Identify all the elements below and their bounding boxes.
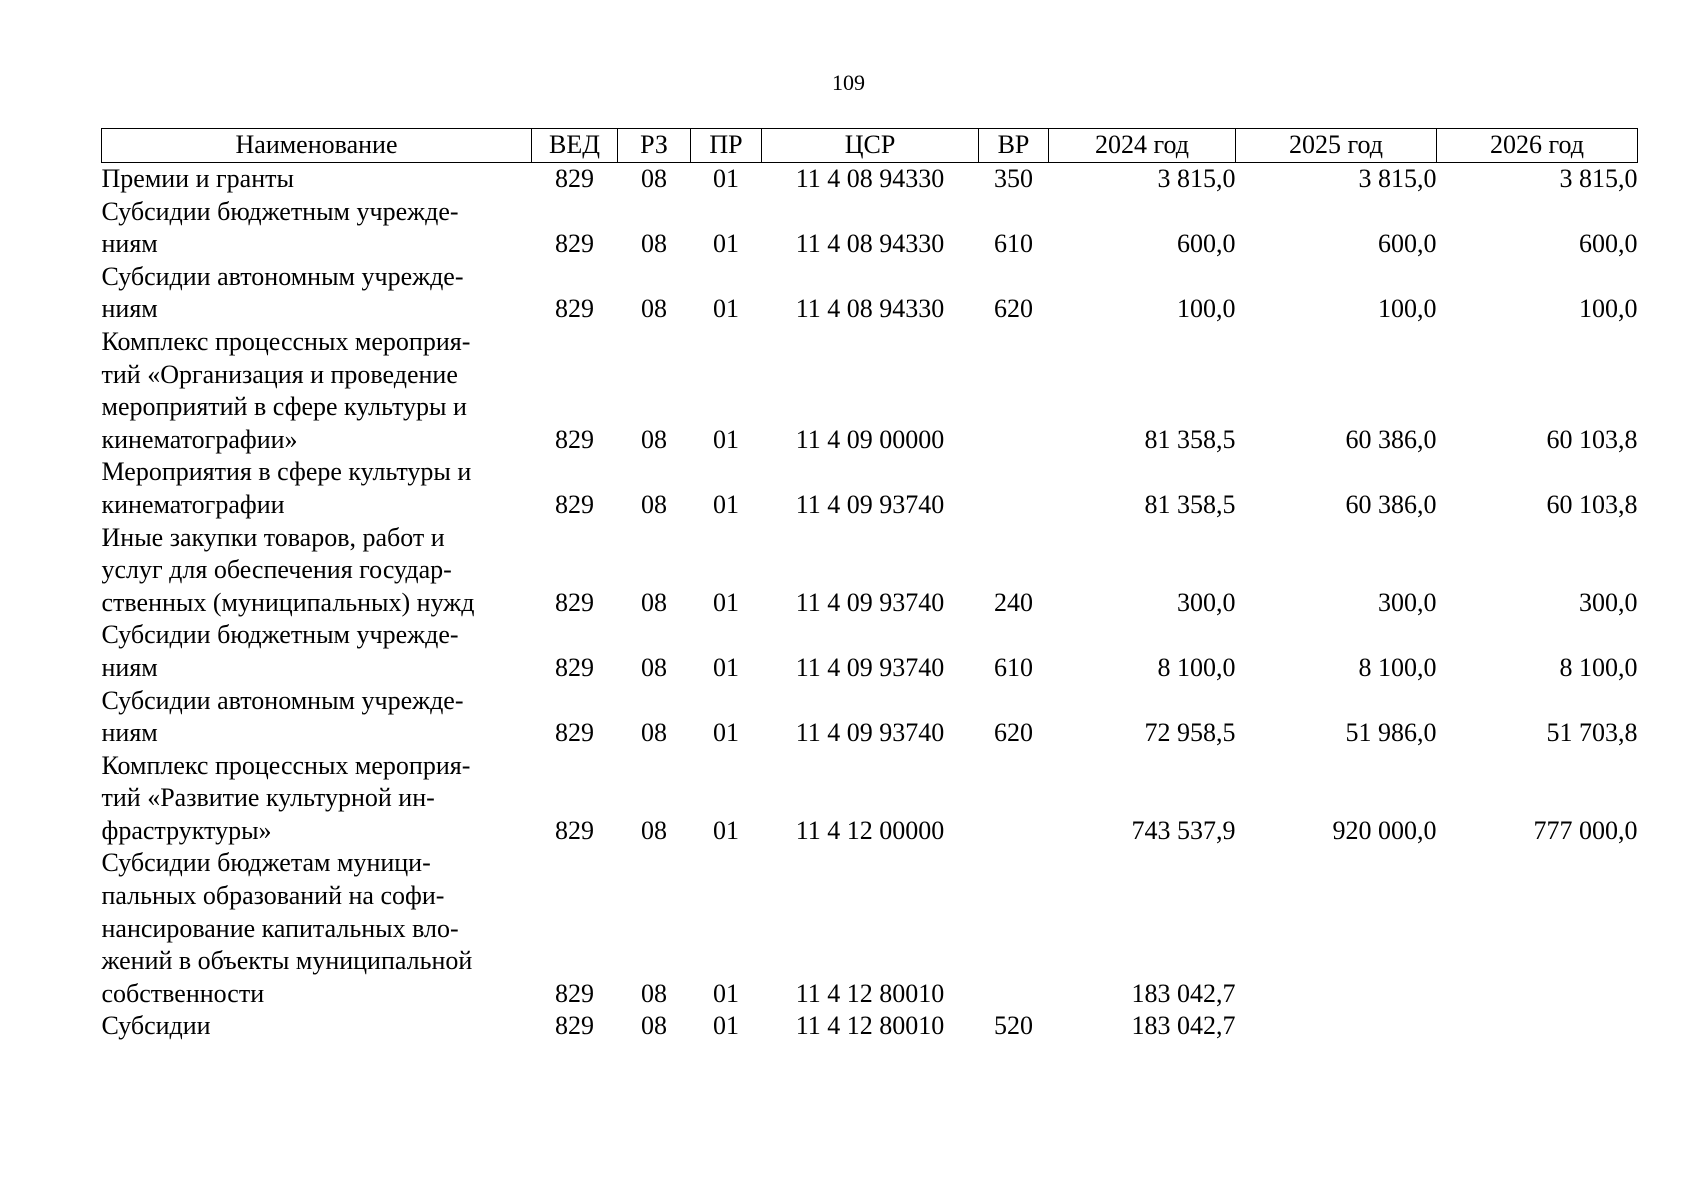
cell-csr: 11 4 09 93740 [795,587,945,617]
cell-y2025: 3 815,0 [1358,164,1437,193]
cell-csr: 11 4 08 94330 [795,164,945,193]
cell-ved: 829 [555,294,594,324]
cell-ved: 829 [555,424,594,454]
cell-rz: 08 [641,164,667,193]
table-row [102,847,1638,1010]
cell-y2026: 300,0 [1579,587,1638,617]
cell-y2025 [1236,1010,1437,1043]
cell-pr: 01 [713,718,739,748]
cell-ved: 829 [555,978,594,1008]
cell-name: Мероприятия в сфере культуры и кинематографии [101,457,472,519]
cell-y2025: 60 386,0 [1345,424,1437,454]
cell-pr: 01 [713,587,739,617]
cell-pr: 01 [713,424,739,454]
table-row [102,261,1638,326]
cell-pr: 01 [713,294,739,324]
cell-vr: 620 [994,718,1033,748]
cell-name: Премии и гранты [101,164,294,193]
cell-ved: 829 [555,489,594,519]
cell-pr: 01 [713,815,739,845]
cell-y2024: 81 358,5 [1144,424,1236,454]
cell-rz: 08 [641,587,667,617]
cell-csr: 11 4 09 93740 [795,489,945,519]
cell-y2026: 60 103,8 [1546,489,1638,519]
cell-vr [979,326,1049,456]
cell-y2026: 3 815,0 [1559,164,1638,193]
cell-rz: 08 [641,978,667,1008]
header-ved: ВЕД [532,129,618,163]
cell-y2024: 300,0 [1177,587,1236,617]
cell-ved: 829 [555,587,594,617]
header-vr: ВР [979,129,1049,163]
table-header-row [102,129,1638,163]
header-2024: 2024 год [1049,129,1236,163]
table-row [102,456,1638,521]
table-row [102,619,1638,684]
cell-name: Комплекс процессных мероприя- тий «Организация и проведение мероприятий в сфере культуры и кинематографии» [101,326,471,454]
cell-y2024: 183 042,7 [1131,978,1236,1008]
cell-y2024: 600,0 [1177,229,1236,259]
cell-pr: 01 [713,1011,739,1041]
cell-rz: 08 [641,718,667,748]
header-2025: 2025 год [1236,129,1437,163]
cell-y2025 [1236,847,1437,1010]
cell-y2025: 300,0 [1378,587,1437,617]
cell-pr: 01 [713,489,739,519]
cell-rz: 08 [641,229,667,259]
cell-vr: 610 [994,229,1033,259]
cell-y2025: 51 986,0 [1345,718,1437,748]
cell-rz: 08 [641,815,667,845]
cell-y2024: 3 815,0 [1157,164,1236,193]
cell-y2026: 51 703,8 [1546,718,1638,748]
cell-ved: 829 [555,815,594,845]
cell-y2026: 60 103,8 [1546,424,1638,454]
cell-rz: 08 [641,294,667,324]
cell-name: Иные закупки товаров, работ и услуг для обеспечения государ- ственных (муниципальных) нужд [101,522,475,617]
cell-vr [979,456,1049,521]
budget-table [101,128,1638,1043]
cell-y2025: 8 100,0 [1358,652,1437,682]
cell-vr: 620 [994,294,1033,324]
cell-y2026: 100,0 [1579,294,1638,324]
cell-csr: 11 4 09 93740 [795,652,945,682]
cell-y2026 [1437,1010,1638,1043]
table-row [102,1010,1638,1043]
cell-csr: 11 4 12 80010 [795,1011,945,1041]
cell-y2026: 777 000,0 [1533,815,1638,845]
cell-csr: 11 4 12 00000 [795,815,945,845]
cell-ved: 829 [555,652,594,682]
cell-ved: 829 [555,164,594,193]
cell-y2026 [1437,847,1638,1010]
cell-y2025: 600,0 [1378,229,1437,259]
cell-y2024: 81 358,5 [1144,489,1236,519]
cell-ved: 829 [555,718,594,748]
table-row [102,750,1638,848]
cell-ved: 829 [555,1011,594,1041]
table-body [102,163,1638,1044]
cell-rz: 08 [641,424,667,454]
header-name: Наименование [102,129,532,163]
cell-y2026: 600,0 [1579,229,1638,259]
cell-vr [979,750,1049,848]
cell-y2025: 100,0 [1378,294,1437,324]
table-row [102,685,1638,750]
cell-csr: 11 4 08 94330 [795,294,945,324]
cell-csr: 11 4 09 00000 [795,424,945,454]
cell-csr: 11 4 12 80010 [795,978,945,1008]
cell-rz: 08 [641,1011,667,1041]
header-csr: ЦСР [762,129,979,163]
cell-y2024: 8 100,0 [1157,652,1236,682]
cell-name: Субсидии автономным учрежде- ниям [101,261,464,324]
cell-y2024: 743 537,9 [1131,815,1236,845]
cell-rz: 08 [641,489,667,519]
cell-y2024: 100,0 [1177,294,1236,324]
page-number: 109 [832,70,865,95]
cell-y2025: 920 000,0 [1332,815,1437,845]
header-rz: РЗ [618,129,691,163]
cell-vr: 350 [994,164,1033,193]
cell-pr: 01 [713,978,739,1008]
cell-name: Субсидии бюджетам муници- пальных образований на софи- нансирование капитальных вло- жений в объекты муниципальной собственности [101,848,473,1008]
cell-y2024: 183 042,7 [1131,1011,1236,1041]
table-row [102,326,1638,456]
cell-y2024: 72 958,5 [1144,718,1236,748]
table-row [102,163,1638,196]
header-2026: 2026 год [1437,129,1638,163]
cell-csr: 11 4 09 93740 [795,718,945,748]
cell-pr: 01 [713,164,739,193]
cell-csr: 11 4 08 94330 [795,229,945,259]
table-row [102,522,1638,620]
cell-y2025: 60 386,0 [1345,489,1437,519]
cell-name: Субсидии [101,1011,211,1041]
cell-name: Субсидии бюджетным учрежде- ниям [101,620,459,682]
cell-vr [979,847,1049,1010]
cell-vr: 610 [994,652,1033,682]
cell-y2026: 8 100,0 [1559,652,1638,682]
cell-vr: 240 [994,587,1033,617]
cell-pr: 01 [713,652,739,682]
cell-vr: 520 [994,1011,1033,1041]
cell-name: Комплекс процессных мероприя- тий «Развитие культурной ин- фраструктуры» [101,750,471,845]
cell-pr: 01 [713,229,739,259]
cell-rz: 08 [641,652,667,682]
cell-name: Субсидии бюджетным учрежде- ниям [101,196,459,259]
table-row [102,196,1638,261]
cell-name: Субсидии автономным учрежде- ниям [101,685,464,748]
header-pr: ПР [691,129,762,163]
cell-ved: 829 [555,229,594,259]
